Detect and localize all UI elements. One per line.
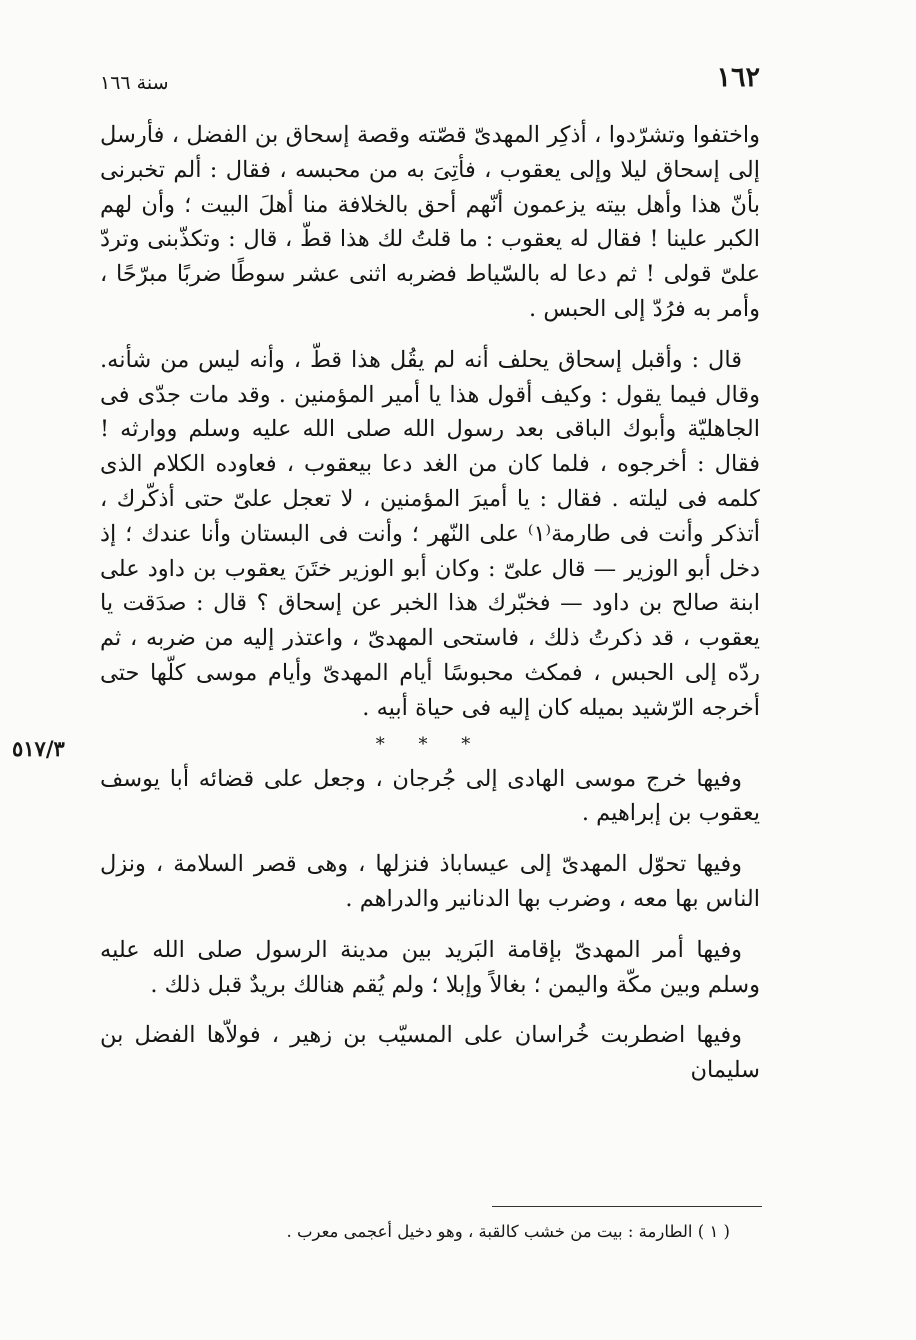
paragraph: واختفوا وتشرّدوا ، أذكِر المهدىّ قصّته وقصة إسحاق بن الفضل ، فأرسل إلى إسحاق ليلا وإلى يعقوب ، فأتِىَ به من محبسه ، فقال : ألم تخبرنى بأنّ هذا وأهل بيته يزعمون أنّهم أحق بالخلافة منا أهلَ البيت ؛ وأن لهم الكبر علينا ! فقال له يعقوب : ما قلتُ لك هذا قطّ ، قال : وتكذّبنى وتردّ علىّ قولى ! ثم دعا له بالسّياط فضربه اثنى عشر سوطًا ضربًا مبرّحًا ، وأمر به فرُدّ إلى الحبس .: [100, 122, 760, 322]
footnote: ( ١ ) الطارمة : بيت من خشب كالقبة ، وهو دخيل أعجمى معرب .: [286, 1222, 730, 1241]
page-header: [100, 62, 760, 102]
main-text: [100, 118, 760, 1088]
paragraph: قال : وأقبل إسحاق يحلف أنه لم يقُل هذا قطّ ، وأنه ليس من شأنه. وقال فيما يقول : وكيف أقول هذا يا أمير المؤمنين . وقد مات جدّى فى الجاهليّة وأبوك الباقى بعد رسول الله صلى الله عليه وسلم ووارثه ! فقال : أخرجوه ، فلما كان من الغد دعا بيعقوب ، فعاوده الكلام الذى كلمه فى ليلته . فقال : يا أميرَ المؤمنين ، لا تعجل علىّ حتى أذكّرك ، أتذكر وأنت فى طارمة⁽١⁾ على النّهر ؛ وأنت فى البستان وأنا عندك ؛ إذ دخل أبو الوزير — قال علىّ : وكان أبو الوزير ختَنَ يعقوب بن داود على ابنة صالح بن داود — فخبّرك هذا الخبر عن إسحاق ؟ قال : صدَقت يا يعقوب ، قد ذكرتُ ذلك ، فاستحى المهدىّ ، واعتذر إليه من ضربه ، ثم ردّه إلى الحبس ، فمكث محبوسًا أيام المهدىّ وأيام موسى كلّها حتى أخرجه الرّشيد بميله كان إليه فى حياة أبيه .: [100, 346, 760, 721]
year-heading: سنة ١٦٦: [100, 72, 169, 94]
footnote-rule: [492, 1206, 762, 1207]
paragraph: وفيها خرج موسى الهادى إلى جُرجان ، وجعل على قضائه أبا يوسف يعقوب بن إبراهيم .: [100, 765, 760, 827]
margin-reference: ٥١٧/٣: [12, 736, 65, 761]
paragraph: وفيها اضطربت خُراسان على المسيّب بن زهير ، فولاّها الفضل بن سليمان: [100, 1022, 760, 1084]
page-number: ١٦٢: [716, 62, 760, 93]
section-separator: * * *: [375, 733, 485, 755]
paragraph: وفيها تحوّل المهدىّ إلى عيساباذ فنزلها ، وهى قصر السلامة ، ونزل الناس بها معه ، وضرب بها الدنانير والدراهم .: [100, 851, 760, 912]
paragraph: وفيها أمر المهدىّ بإقامة البَريد بين مدينة الرسول صلى الله عليه وسلم وبين مكّة واليمن ؛ بغالاً وإبلا ؛ ولم يُقم هنالك بريدٌ قبل ذلك .: [100, 936, 760, 998]
